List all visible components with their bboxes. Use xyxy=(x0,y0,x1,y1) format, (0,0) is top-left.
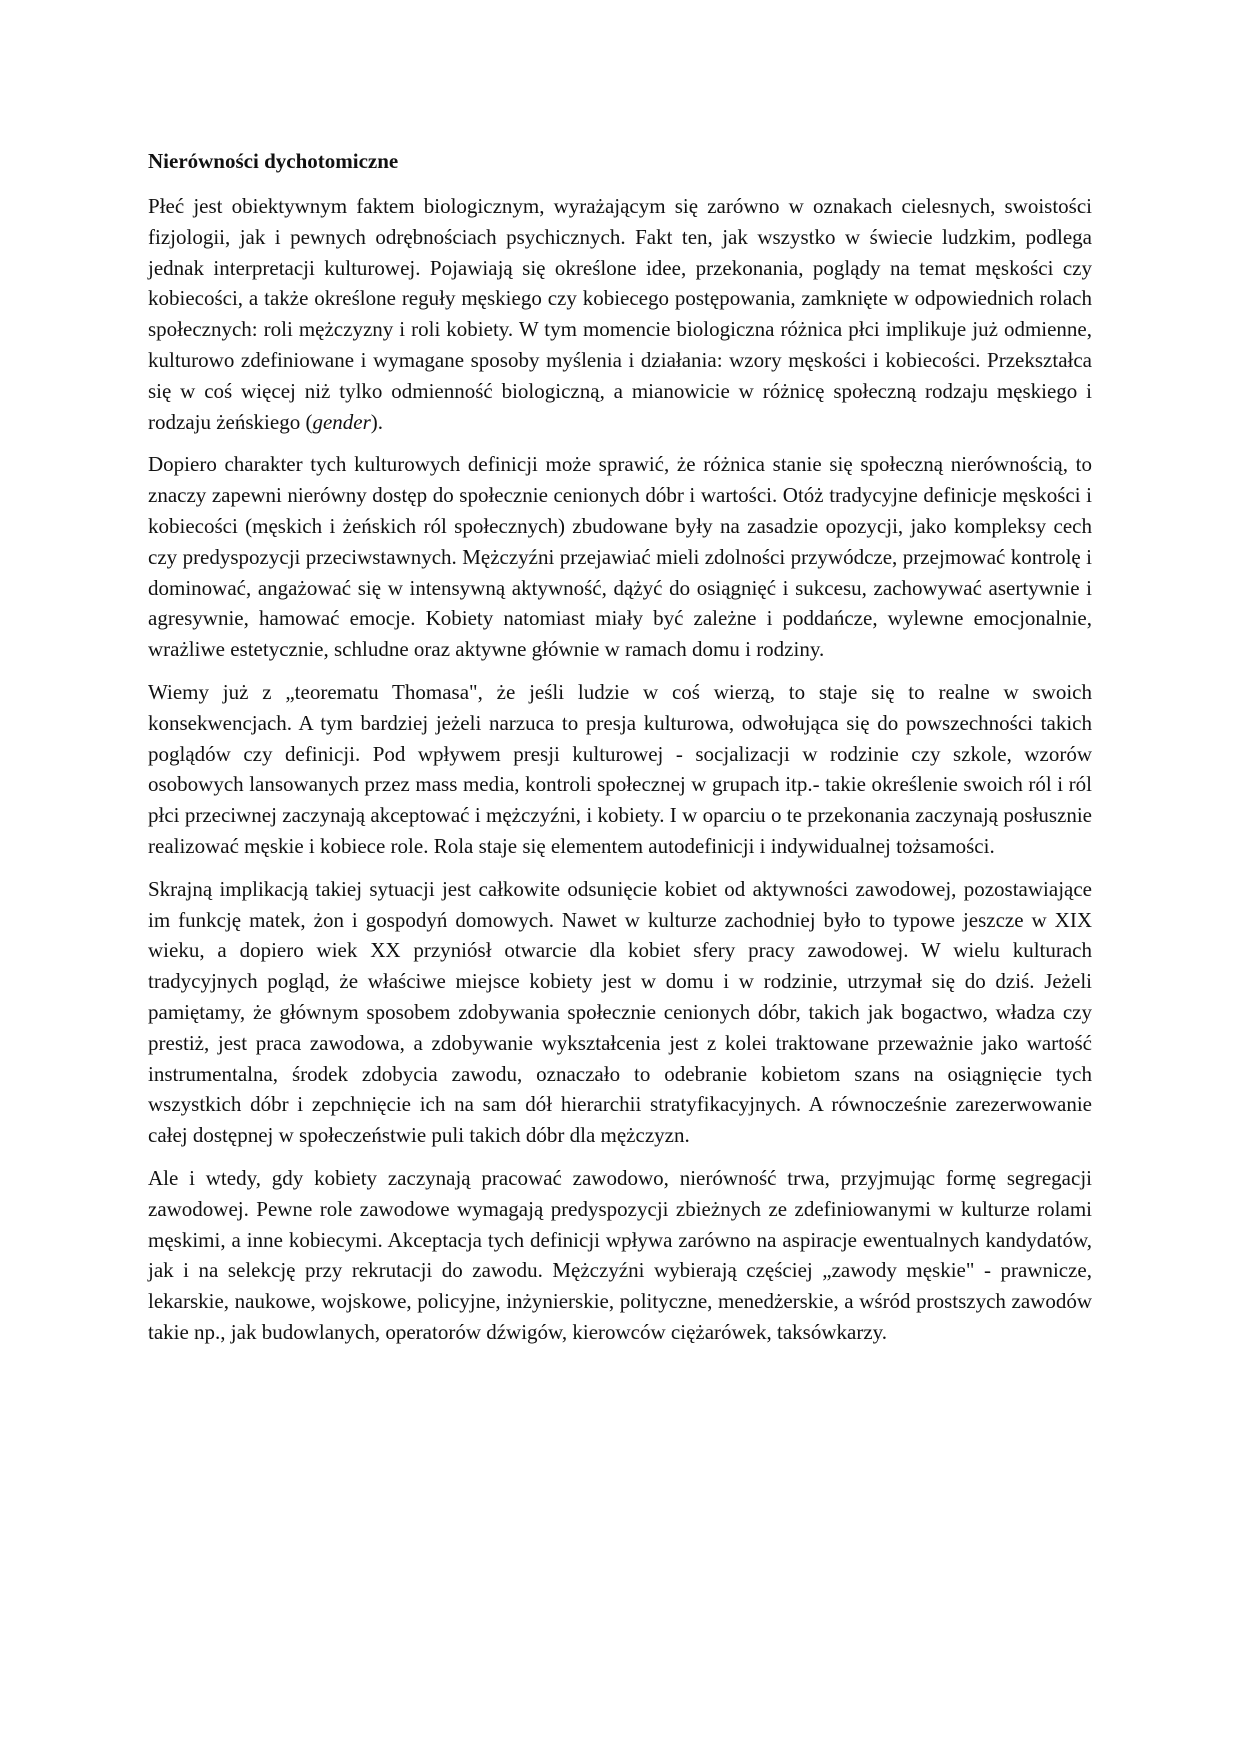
document-page xyxy=(148,146,1092,1360)
paragraph-1-emphasis: gender xyxy=(312,409,371,434)
paragraph-1-text: Płeć jest obiektywnym faktem biologicznym, wyrażającym się zarówno w oznakach cielesnych, swoistości fizjologii, jak i pewnych odrębnościach psychicznych. Fakt ten, jak wszystko w świecie ludzkim, podlega jednak interpretacji kulturowej. Pojawiają się określone idee, przekonania, poglądy na temat męskości czy kobiecości, a także określone reguły męskiego czy kobiecego postępowania, zamknięte w odpowiednich rolach społecznych: roli mężczyzny i roli kobiety. W tym momencie biologiczna różnica płci implikuje już odmienne, kulturowo zdefiniowane i wymagane sposoby myślenia i działania: wzory męskości i kobiecości. Przekształca się w coś więcej niż tylko odmienność biologiczną, a mianowicie w różnicę społeczną rodzaju męskiego i rodzaju żeńskiego ( xyxy=(148,194,1092,434)
paragraph-1 xyxy=(148,191,1092,437)
paragraph-3: Wiemy już z „teorematu Thomasa", że jeśli ludzie w coś wierzą, to staje się to realne w swoich konsekwencjach. A tym bardziej jeżeli narzuca to presja kulturowa, odwołująca się do powszechności takich poglądów czy definicji. Pod wpływem presji kulturowej - socjalizacji w rodzinie czy szkole, wzorów osobowych lansowanych przez mass media, kontroli społecznej w grupach itp.- takie określenie swoich ról i ról płci przeciwnej zaczynają akceptować i mężczyźni, i kobiety. I w oparciu o te przekonania zaczynają posłusznie realizować męskie i kobiece role. Rola staje się elementem autodefinicji i indywidualnej tożsamości. xyxy=(148,679,1092,858)
paragraph-2: Dopiero charakter tych kulturowych definicji może sprawić, że różnica stanie się społeczną nierównością, to znaczy zapewni nierówny dostęp do społecznie cenionych dóbr i wartości. Otóż tradycyjne definicje męskości i kobiecości (męskich i żeńskich ról społecznych) zbudowane były na zasadzie opozycji, jako kompleksy cech czy predyspozycji przeciwstawnych. Mężczyźni przejawiać mieli zdolności przywódcze, przejmować kontrolę i dominować, angażować się w intensywną aktywność, dążyć do osiągnięć i sukcesu, zachowywać asertywnie i agresywnie, hamować emocje. Kobiety natomiast miały być zależne i poddańcze, wylewne emocjonalnie, wrażliwe estetycznie, schludne oraz aktywne głównie w ramach domu i rodziny. xyxy=(148,452,1092,662)
document-title: Nierówności dychotomiczne xyxy=(148,149,399,173)
paragraph-1-end: ). xyxy=(370,409,384,434)
paragraph-5: Ale i wtedy, gdy kobiety zaczynają pracować zawodowo, nierówność trwa, przyjmując formę segregacji zawodowej. Pewne role zawodowe wymagają predyspozycji zbieżnych ze zdefiniowanymi w kulturze rolami męskimi, a inne kobiecymi. Akceptacja tych definicji wpływa zarówno na aspiracje ewentualnych kandydatów, jak i na selekcję przy rekrutacji do zawodu. Mężczyźni wybierają częściej „zawody męskie" - prawnicze, lekarskie, naukowe, wojskowe, policyjne, inżynierskie, polityczne, menedżerskie, a wśród prostszych zawodów takie np., jak budowlanych, operatorów dźwigów, kierowców ciężarówek, taksówkarzy. xyxy=(148,1165,1092,1344)
paragraph-4: Skrajną implikacją takiej sytuacji jest całkowite odsunięcie kobiet od aktywności zawodowej, pozostawiające im funkcję matek, żon i gospodyń domowych. Nawet w kulturze zachodniej było to typowe jeszcze w XIX wieku, a dopiero wiek XX przyniósł otwarcie dla kobiet sfery pracy zawodowej. W wielu kulturach tradycyjnych pogląd, że właściwe miejsce kobiety jest w domu i w rodzinie, utrzymał się do dziś. Jeżeli pamiętamy, że głównym sposobem zdobywania społecznie cenionych dóbr, takich jak bogactwo, władza czy prestiż, jest praca zawodowa, a zdobywanie wykształcenia jest z kolei traktowane przeważnie jako wartość instrumentalna, środek zdobycia zawodu, oznaczało to odebranie kobietom szans na osiągnięcie tych wszystkich dóbr i zepchnięcie ich na sam dół hierarchii stratyfikacyjnych. A równocześnie zarezerwowanie całej dostępnej w społeczeństwie puli takich dóbr dla mężczyzn. xyxy=(148,876,1092,1148)
